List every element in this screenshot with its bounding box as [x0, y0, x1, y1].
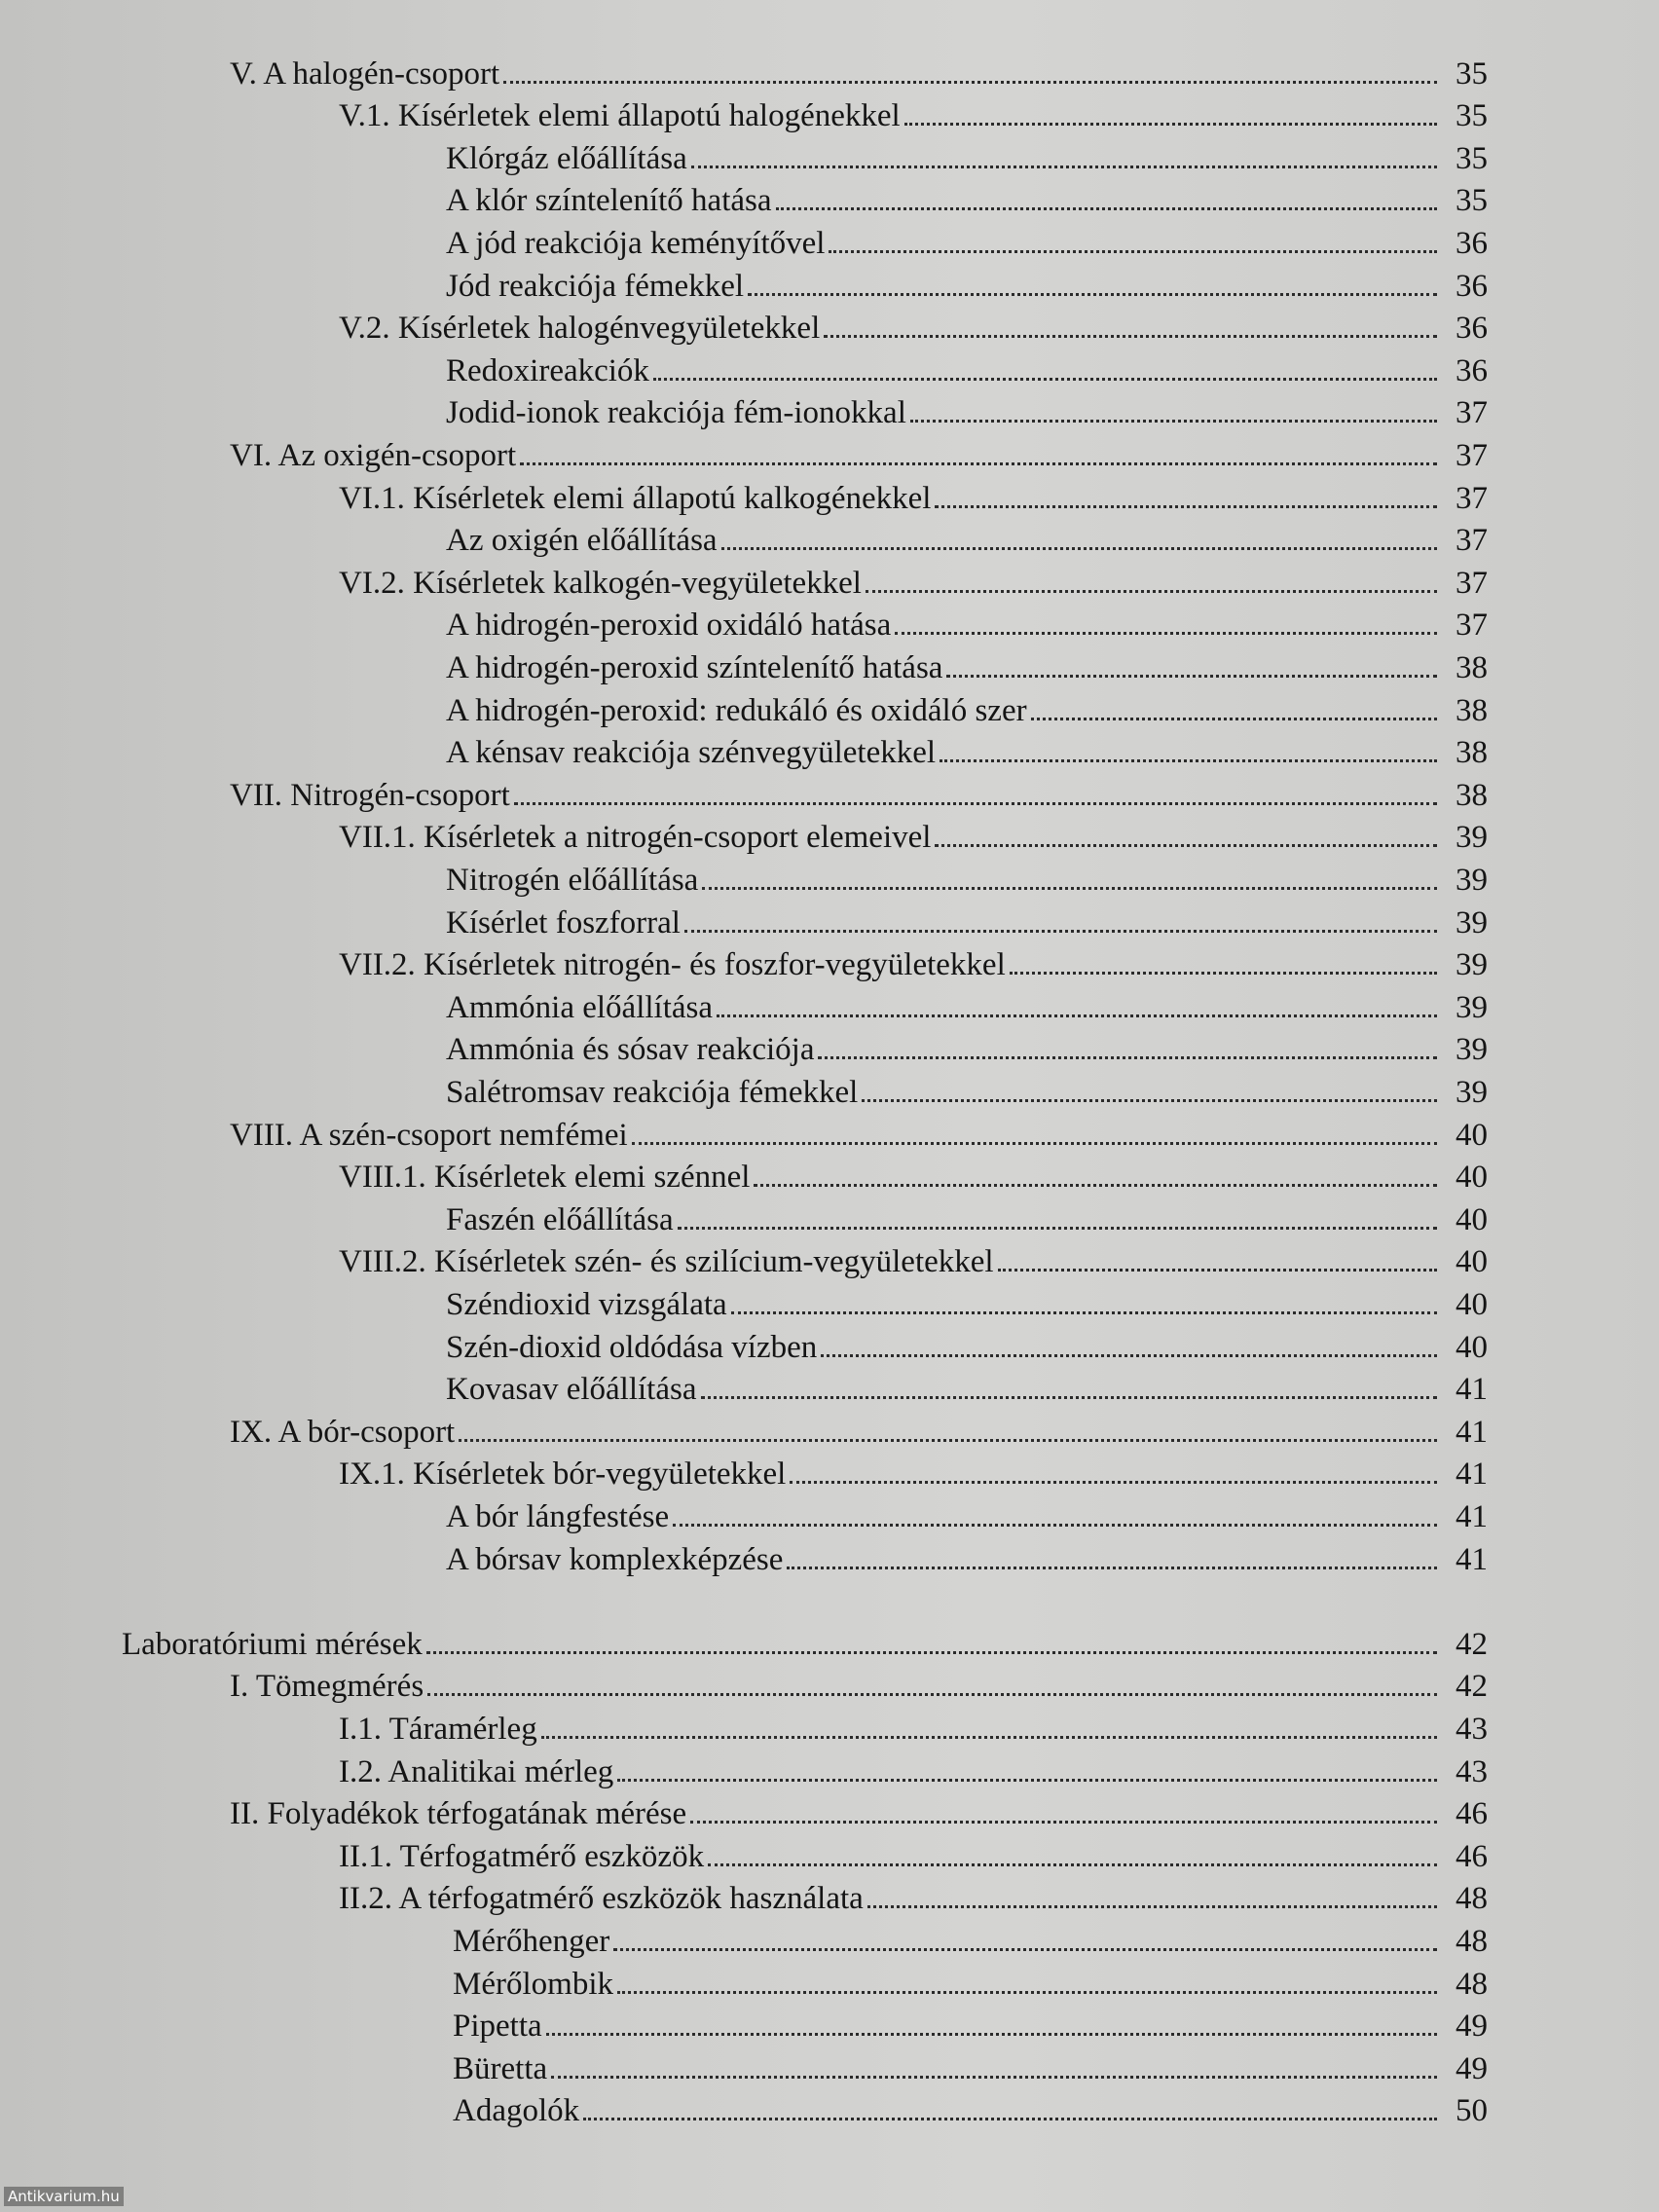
dot-leader	[904, 123, 1437, 126]
toc-entry-page: 38	[1456, 735, 1488, 770]
toc-entry-subsection	[339, 477, 1488, 520]
dot-leader	[998, 1269, 1437, 1272]
toc-entry-item	[446, 604, 1488, 646]
toc-entry-page: 35	[1456, 183, 1488, 218]
toc-entry-label: A hidrogén-peroxid: redukáló és oxidáló szer	[446, 693, 1027, 728]
dot-leader	[546, 2033, 1437, 2036]
watermark: Antikvarium.hu	[4, 2187, 124, 2206]
toc-entry-label: II. Folyadékok térfogatának mérése	[230, 1796, 687, 1831]
toc-entry-label: Nitrogén előállítása	[446, 863, 699, 898]
toc-entry-page: 41	[1456, 1415, 1488, 1450]
toc-entry-label: Mérőlombik	[453, 1967, 613, 2002]
dot-leader	[717, 1014, 1437, 1017]
toc-entry-label: VII. Nitrogén-csoport	[230, 778, 510, 813]
toc-entry-label: Ammónia és sósav reakciója	[446, 1032, 815, 1067]
toc-entry-label: VII.2. Kísérletek nitrogén- és foszfor-vegyületekkel	[339, 947, 1006, 982]
dot-leader	[866, 590, 1437, 593]
toc-entry-page: 49	[1456, 2051, 1488, 2086]
toc-entry-item	[446, 1368, 1488, 1411]
dot-leader	[748, 293, 1437, 296]
toc-entry-label: VIII. A szén-csoport nemfémei	[230, 1118, 628, 1153]
dot-leader	[617, 1991, 1437, 1994]
toc-entry-page: 36	[1456, 311, 1488, 346]
toc-entry-label: Jodid-ionok reakciója fém-ionokkal	[446, 395, 906, 430]
toc-entry-section	[230, 1792, 1488, 1835]
dot-leader	[541, 1736, 1437, 1739]
toc-entry-label: VIII.1. Kísérletek elemi szénnel	[339, 1160, 751, 1195]
toc-entry-page: 37	[1456, 523, 1488, 558]
dot-leader	[613, 1948, 1437, 1951]
toc-entry-subsection	[339, 943, 1488, 986]
dot-leader	[673, 1524, 1437, 1527]
dot-leader	[818, 1056, 1437, 1059]
toc-entry-page: 42	[1456, 1627, 1488, 1662]
toc-entry-page: 37	[1456, 566, 1488, 601]
toc-entry-label: Szén-dioxid oldódása vízben	[446, 1330, 818, 1365]
toc-entry-label: VI. Az oxigén-csoport	[230, 438, 517, 473]
dot-leader	[940, 759, 1437, 762]
dot-leader	[678, 1227, 1437, 1230]
toc-entry-page: 41	[1456, 1542, 1488, 1577]
toc-entry-item	[446, 222, 1488, 265]
dot-leader	[721, 547, 1437, 550]
toc-entry-page: 40	[1456, 1287, 1488, 1322]
toc-entry-page: 37	[1456, 481, 1488, 516]
toc-entry-item	[446, 265, 1488, 308]
dot-leader	[829, 250, 1437, 253]
toc-entry-item	[446, 391, 1488, 434]
toc-entry-label: Mérőhenger	[453, 1924, 610, 1959]
toc-entry-item	[446, 1283, 1488, 1326]
toc-entry-label: Kísérlet foszforral	[446, 905, 681, 940]
dot-leader	[895, 632, 1437, 635]
toc-entry-page: 37	[1456, 395, 1488, 430]
dot-leader	[520, 462, 1437, 465]
toc-entry-label: V.2. Kísérletek halogénvegyületekkel	[339, 311, 821, 346]
toc-entry-label: A hidrogén-peroxid oxidáló hatása	[446, 608, 892, 643]
dot-leader	[731, 1311, 1437, 1314]
toc-entry-label: I.1. Táramérleg	[339, 1712, 537, 1747]
toc-entry-section	[230, 1665, 1488, 1708]
toc-entry-label: II.1. Térfogatmérő eszközök	[339, 1839, 705, 1874]
dot-leader	[867, 1905, 1437, 1908]
toc-entry-section	[230, 53, 1488, 95]
dot-leader	[935, 505, 1437, 508]
toc-entry-label: Jód reakciója fémekkel	[446, 269, 745, 304]
toc-entry-page: 36	[1456, 226, 1488, 261]
dot-leader	[1031, 718, 1437, 720]
toc-entry-page: 48	[1456, 1924, 1488, 1959]
toc-entry-label: Salétromsav reakciója fémekkel	[446, 1075, 859, 1110]
toc-entry-label: Az oxigén előállítása	[446, 523, 718, 558]
toc-entry-page: 43	[1456, 1754, 1488, 1789]
toc-entry-page: 46	[1456, 1796, 1488, 1831]
toc-entry-label: VII.1. Kísérletek a nitrogén-csoport elemeivel	[339, 820, 932, 855]
toc-entry-label: Pipetta	[453, 2009, 542, 2044]
toc-entry-section	[230, 1114, 1488, 1157]
toc-entry-section	[230, 774, 1488, 817]
toc-entry-label: II.2. A térfogatmérő eszközök használata	[339, 1881, 864, 1916]
toc-entry-label: Redoxireakciók	[446, 353, 649, 388]
toc-entry-page: 41	[1456, 1372, 1488, 1407]
toc-entry-page: 41	[1456, 1456, 1488, 1492]
dot-leader	[702, 887, 1437, 890]
toc-entry-page: 41	[1456, 1499, 1488, 1534]
toc-entry-page: 38	[1456, 778, 1488, 813]
toc-entry-subsection	[339, 94, 1488, 137]
toc-entry-label: A bór lángfestése	[446, 1499, 670, 1534]
toc-entry-subsection	[339, 1240, 1488, 1283]
toc-entry-item	[446, 519, 1488, 562]
toc-entry-label: V.1. Kísérletek elemi állapotú halogénekkel	[339, 98, 901, 133]
toc-entry-page: 39	[1456, 990, 1488, 1025]
dot-leader	[653, 378, 1437, 381]
toc-entry-page: 38	[1456, 693, 1488, 728]
toc-entry-subsection	[339, 1751, 1488, 1793]
dot-leader	[935, 844, 1437, 847]
toc-entry-item	[446, 1326, 1488, 1369]
toc-entry-page: 39	[1456, 905, 1488, 940]
toc-entry-item	[453, 2005, 1488, 2047]
dot-leader	[514, 802, 1437, 805]
dot-leader	[701, 1396, 1438, 1399]
toc-entry-page: 49	[1456, 2009, 1488, 2044]
toc-entry-item	[446, 1028, 1488, 1071]
toc-entry-item	[453, 2047, 1488, 2090]
dot-leader	[821, 1354, 1437, 1357]
dot-leader	[787, 1567, 1437, 1569]
toc-entry-page: 35	[1456, 141, 1488, 176]
dot-leader	[708, 1863, 1437, 1866]
toc-entry-label: I.2. Analitikai mérleg	[339, 1754, 614, 1789]
toc-entry-item	[446, 859, 1488, 902]
dot-leader	[790, 1481, 1437, 1484]
toc-entry-label: Kovasav előállítása	[446, 1372, 697, 1407]
toc-entry-item	[446, 689, 1488, 732]
toc-entry-page: 48	[1456, 1967, 1488, 2002]
toc-entry-subsection	[339, 1156, 1488, 1198]
toc-entry-page: 39	[1456, 863, 1488, 898]
toc-entry-item	[446, 1538, 1488, 1581]
dot-leader	[426, 1651, 1437, 1654]
toc-entry-label: VIII.2. Kísérletek szén- és szilícium-vegyületekkel	[339, 1244, 994, 1279]
toc-entry-item	[446, 646, 1488, 689]
dot-leader	[776, 207, 1438, 210]
dot-leader	[684, 930, 1437, 933]
toc-entry-page: 40	[1456, 1244, 1488, 1279]
toc-entry-page: 39	[1456, 947, 1488, 982]
toc-entry-label: Büretta	[453, 2051, 548, 2086]
toc-entry-label: A jód reakciója keményítővel	[446, 226, 826, 261]
toc-entry-label: Laboratóriumi mérések	[122, 1627, 423, 1662]
toc-entry-page: 36	[1456, 269, 1488, 304]
dot-leader	[459, 1439, 1437, 1442]
toc-entry-label: A klór színtelenítő hatása	[446, 183, 772, 218]
dot-leader	[1010, 972, 1437, 975]
toc-entry-page: 39	[1456, 1075, 1488, 1110]
toc-entry-item	[446, 1071, 1488, 1114]
dot-leader	[910, 420, 1437, 423]
toc-entry-item	[446, 902, 1488, 944]
toc-entry-page: 36	[1456, 353, 1488, 388]
toc-entry-page: 46	[1456, 1839, 1488, 1874]
dot-leader	[617, 1779, 1437, 1782]
toc-entry-page: 37	[1456, 438, 1488, 473]
toc-entry-label: VI.1. Kísérletek elemi állapotú kalkogénekkel	[339, 481, 932, 516]
toc-entry-page: 40	[1456, 1202, 1488, 1237]
toc-entry-page: 50	[1456, 2093, 1488, 2128]
toc-entry-label: A kénsav reakciója szénvegyületekkel	[446, 735, 937, 770]
toc-entry-page: 40	[1456, 1118, 1488, 1153]
dot-leader	[503, 81, 1437, 84]
toc-entry-item	[446, 179, 1488, 222]
dot-leader	[862, 1099, 1437, 1102]
toc-entry-item	[446, 986, 1488, 1029]
toc-entry-chapter	[122, 1623, 1488, 1666]
toc-entry-subsection	[339, 1453, 1488, 1495]
toc-entry-label: Széndioxid vizsgálata	[446, 1287, 727, 1322]
toc-entry-label: Klórgáz előállítása	[446, 141, 687, 176]
toc-entry-label: Faszén előállítása	[446, 1202, 674, 1237]
toc-entry-page: 39	[1456, 820, 1488, 855]
dot-leader	[551, 2076, 1437, 2079]
dot-leader	[427, 1693, 1437, 1696]
toc-entry-page: 35	[1456, 56, 1488, 92]
dot-leader	[691, 166, 1437, 168]
toc-entry-item	[446, 350, 1488, 392]
toc-entry-item	[446, 1495, 1488, 1538]
dot-leader	[632, 1142, 1437, 1145]
toc-entry-label: Adagolók	[453, 2093, 580, 2128]
toc-entry-page: 37	[1456, 608, 1488, 643]
toc-entry-label: A bórsav komplexképzése	[446, 1542, 784, 1577]
toc-entry-subsection	[339, 816, 1488, 859]
dot-leader	[946, 675, 1437, 678]
toc-entry-label: IX. A bór-csoport	[230, 1415, 456, 1450]
toc-entry-page: 40	[1456, 1160, 1488, 1195]
toc-entry-page: 40	[1456, 1330, 1488, 1365]
toc-entry-label: IX.1. Kísérletek bór-vegyületekkel	[339, 1456, 787, 1492]
toc-entry-item	[453, 1920, 1488, 1963]
toc-entry-label: V. A halogén-csoport	[230, 56, 500, 92]
toc-entry-label: Ammónia előállítása	[446, 990, 714, 1025]
toc-entry-page: 35	[1456, 98, 1488, 133]
toc-entry-subsection	[339, 1708, 1488, 1751]
toc-entry-page: 48	[1456, 1881, 1488, 1916]
toc-entry-item	[453, 2089, 1488, 2132]
dot-leader	[690, 1821, 1437, 1824]
toc-entry-subsection	[339, 307, 1488, 350]
toc-entry-section	[230, 1411, 1488, 1454]
toc-entry-page: 38	[1456, 650, 1488, 685]
toc-entry-subsection	[339, 1877, 1488, 1920]
toc-entry-item	[446, 731, 1488, 774]
dot-leader	[824, 335, 1437, 338]
toc-entry-page: 42	[1456, 1669, 1488, 1704]
dot-leader	[583, 2118, 1437, 2120]
toc-entry-subsection	[339, 562, 1488, 605]
toc-entry-section	[230, 434, 1488, 477]
toc-entry-item	[453, 1963, 1488, 2006]
toc-entry-item	[446, 137, 1488, 180]
dot-leader	[754, 1184, 1437, 1187]
toc-entry-item	[446, 1198, 1488, 1241]
toc-entry-label: I. Tömegmérés	[230, 1669, 424, 1704]
toc-entry-subsection	[339, 1835, 1488, 1878]
toc-entry-page: 39	[1456, 1032, 1488, 1067]
toc-entry-label: A hidrogén-peroxid színtelenítő hatása	[446, 650, 943, 685]
toc-entry-label: VI.2. Kísérletek kalkogén-vegyületekkel	[339, 566, 862, 601]
toc-entry-page: 43	[1456, 1712, 1488, 1747]
